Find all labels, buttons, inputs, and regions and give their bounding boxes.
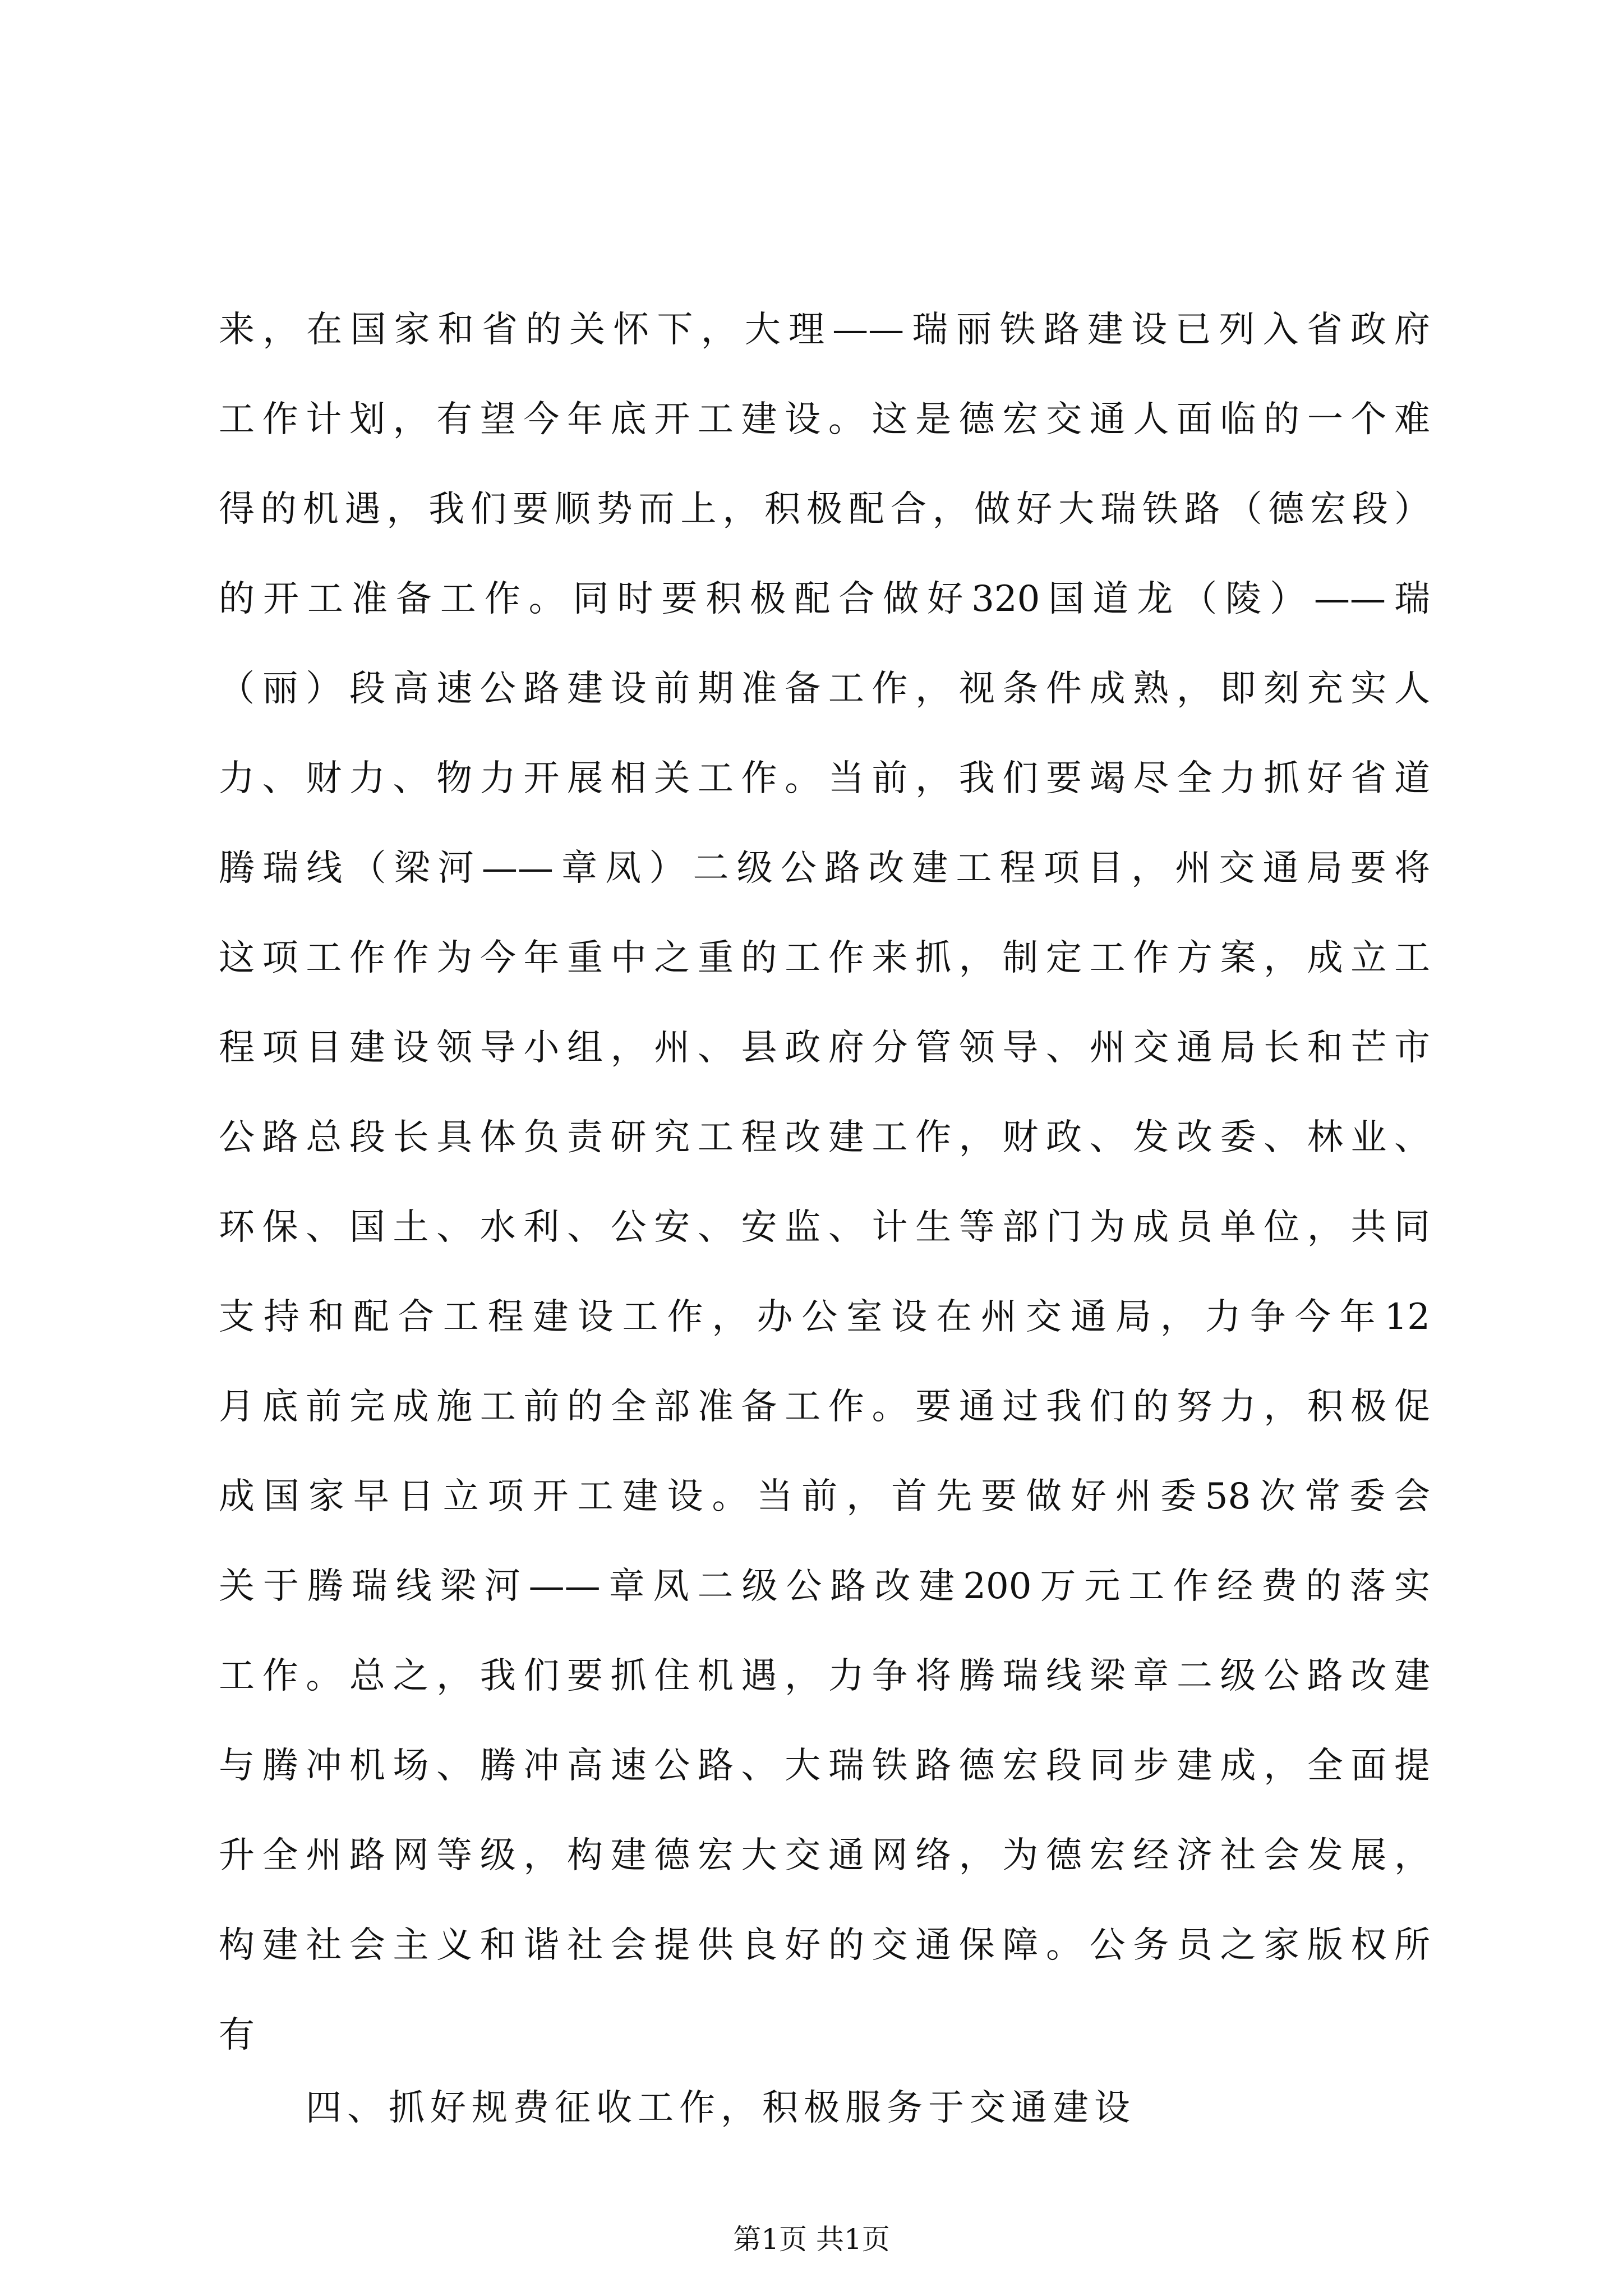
paragraph-line-9: 程项目建设领导小组，州、县政府分管领导、州交通局长和芒市 [219, 1027, 1430, 1069]
page-number: 第1页 共1页 [733, 2223, 890, 2256]
paragraph-line-6: 力、财力、物力开展相关工作。当前，我们要竭尽全力抓好省道 [219, 758, 1430, 799]
paragraph-line-1: 来，在国家和省的关怀下，大理——瑞丽铁路建设已列入省政府 [219, 309, 1430, 351]
section-heading: 四、抓好规费征收工作，积极服务于交通建设 [306, 2087, 1136, 2129]
paragraph-line-17: 与腾冲机场、腾冲高速公路、大瑞铁路德宏段同步建成，全面提 [219, 1745, 1430, 1787]
paragraph-line-20: 有 [219, 2014, 260, 2056]
paragraph-line-8: 这项工作作为今年重中之重的工作来抓，制定工作方案，成立工 [219, 937, 1430, 979]
paragraph-line-15: 关于腾瑞线梁河——章凤二级公路改建200万元工作经费的落实 [219, 1566, 1430, 1607]
paragraph-line-11: 环保、国土、水利、公安、安监、计生等部门为成员单位，共同 [219, 1207, 1430, 1248]
paragraph-line-14: 成国家早日立项开工建设。当前，首先要做好州委58次常委会 [219, 1476, 1430, 1517]
page-footer [0, 2223, 1623, 2256]
paragraph-line-13: 月底前完成施工前的全部准备工作。要通过我们的努力，积极促 [219, 1386, 1430, 1428]
paragraph-line-5: （丽）段高速公路建设前期准备工作，视条件成熟，即刻充实人 [219, 668, 1430, 710]
paragraph-line-10: 公路总段长具体负责研究工程改建工作，财政、发改委、林业、 [219, 1117, 1430, 1158]
paragraph-line-19: 构建社会主义和谐社会提供良好的交通保障。公务员之家版权所 [219, 1925, 1430, 1966]
paragraph-line-18: 升全州路网等级，构建德宏大交通网络，为德宏经济社会发展， [219, 1835, 1430, 1876]
paragraph-line-7: 腾瑞线（梁河——章凤）二级公路改建工程项目，州交通局要将 [219, 848, 1430, 889]
paragraph-line-2: 工作计划，有望今年底开工建设。这是德宏交通人面临的一个难 [219, 399, 1430, 440]
paragraph-line-4: 的开工准备工作。同时要积极配合做好320国道龙（陵）——瑞 [219, 578, 1430, 620]
paragraph-line-16: 工作。总之，我们要抓住机遇，力争将腾瑞线梁章二级公路改建 [219, 1655, 1430, 1697]
paragraph-line-12: 支持和配合工程建设工作，办公室设在州交通局，力争今年12 [219, 1296, 1430, 1338]
paragraph-line-3: 得的机遇，我们要顺势而上，积极配合，做好大瑞铁路（德宏段） [219, 489, 1430, 530]
